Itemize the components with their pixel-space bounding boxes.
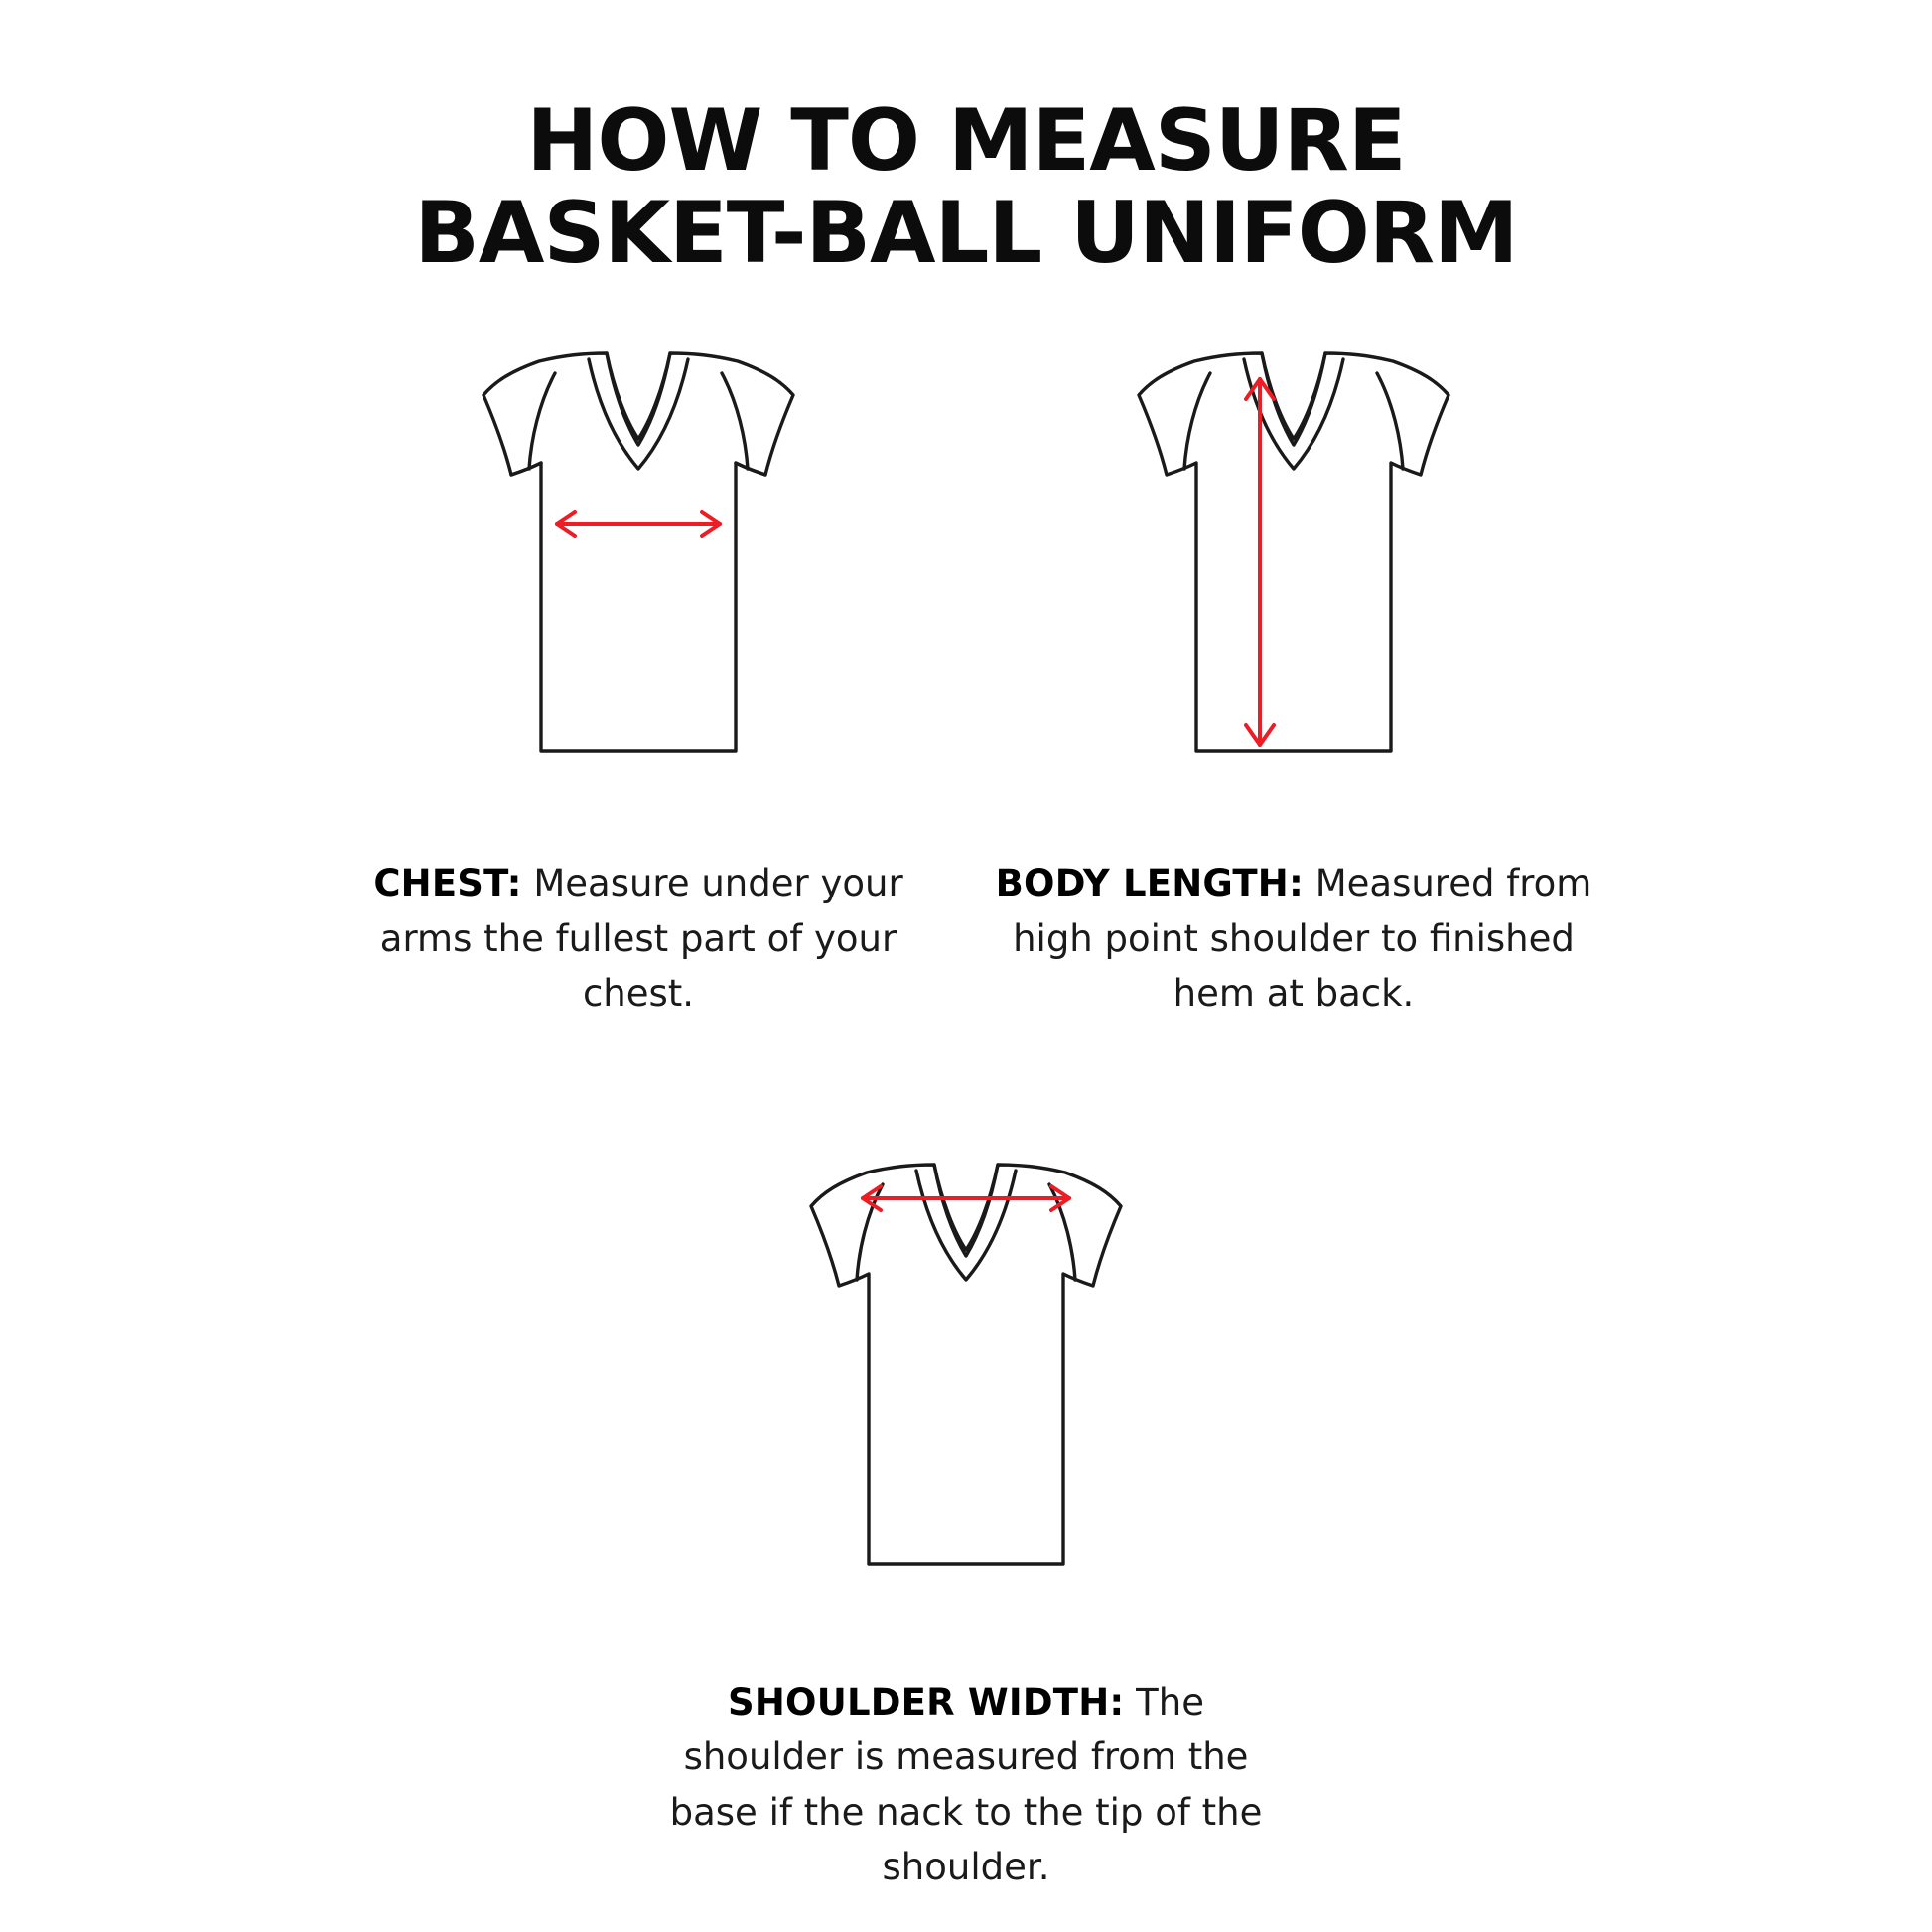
jersey-body-length-measure-icon <box>1035 347 1552 804</box>
jersey-chest-measure-icon <box>380 347 897 804</box>
caption-label-body-length: BODY LENGTH: <box>995 862 1304 904</box>
title-line-1: HOW TO MEASURE <box>526 91 1406 191</box>
caption-text-body-length: Measured from high point shoulder to finished hem at back. <box>1013 862 1592 1015</box>
measure-card-shoulder-width <box>638 1151 1294 1895</box>
caption-label-shoulder-width: SHOULDER WIDTH: <box>728 1680 1125 1724</box>
measure-card-body-length <box>966 347 1621 1022</box>
caption-label-chest: CHEST: <box>373 862 522 904</box>
caption-shoulder-width <box>668 1675 1264 1895</box>
measure-row-1 <box>0 347 1932 1022</box>
caption-body-length <box>986 856 1601 1022</box>
measure-grid <box>0 347 1932 1895</box>
chest-measure-arrow <box>557 512 720 536</box>
measure-card-chest <box>311 347 966 1022</box>
caption-text-shoulder-width: The shoulder is measured from the base if the nack to the tip of the shoulder. <box>669 1680 1263 1888</box>
jersey-shoulder-width-measure-icon <box>708 1151 1224 1617</box>
shoulder-width-measure-arrow <box>863 1186 1069 1210</box>
caption-chest <box>331 856 946 1022</box>
caption-text-chest: Measure under your arms the fullest part of your chest. <box>379 862 903 1015</box>
page-title <box>0 91 1932 283</box>
measure-row-2 <box>0 1151 1932 1895</box>
title-line-2: BASKET-BALL UNIFORM <box>414 183 1518 283</box>
